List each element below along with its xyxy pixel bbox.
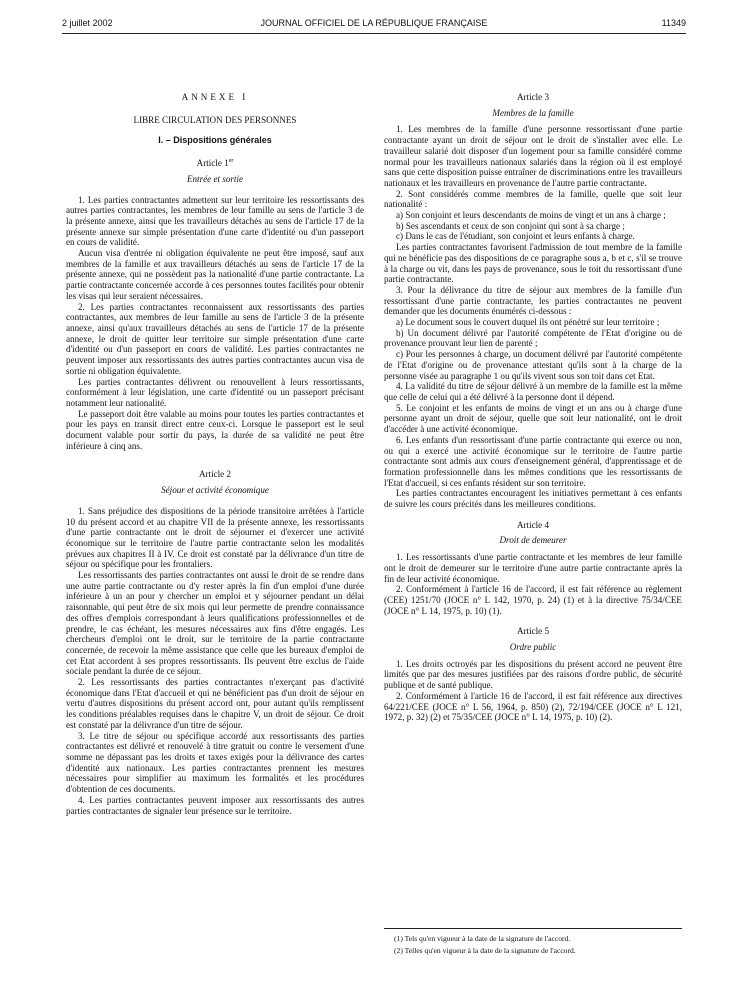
paragraph: 4. La validité du titre de séjour délivré à un membre de la famille est la même que celle de celui qui a été délivré à la personne dont il dépend. — [384, 381, 682, 402]
article-3-title: Article 3 — [516, 92, 550, 102]
paragraph: 2. Les ressortissants des parties contractantes n'exerçant pas d'activité économique dans l'Etat d'accueil et qui ne bénéficient pas d'un droit de séjour en vertu d'autres dispositions du présent accord ont, pour autant qu'ils remplissent les conditions préalables requises dans le chapitre V, un droit de séjour. Ce droit est constaté par la délivrance d'un titre de séjour. — [66, 677, 364, 730]
article-5-subtitle: Ordre public — [509, 642, 557, 653]
article-1-title: Article 1er — [196, 158, 234, 169]
paragraph: 1. Sans préjudice des dispositions de la période transitoire arrêtées à l'article 10 du présent accord et au chapitre VII de la présente annexe, les ressortissants d'une partie contractante ont le droit de séjourner et d'exercer une activité économique sur le territoire de l'autre partie contractante selon les modalités prévues aux chapitres II à IV. Ce droit est constaté par la délivrance d'un titre de séjour ou spécifique pour les frontaliers. — [66, 505, 364, 570]
paragraph: a) Le document sous le couvert duquel ils ont pénétré sur leur territoire ; — [396, 317, 660, 328]
footnote: (1) Tels qu'en vigueur à la date de la signature de l'accord. — [394, 934, 571, 943]
paragraph: a) Son conjoint et leurs descendants de moins de vingt et un ans à charge ; — [396, 210, 666, 221]
right-column — [384, 92, 682, 723]
paragraph: 3. Le titre de séjour ou spécifique accordé aux ressortissants des parties contractantes est délivré et renouvelé à titre gratuit ou contre le versement d'une somme ne dépassant pas les droits et taxes exigés pour la délivrance des cartes d'identité aux nationaux. Les parties contractantes prennent les mesures nécessaires pour simplifier au maximum les formalités et les procédures d'obtention de ces documents. — [66, 730, 364, 795]
header-rule — [62, 33, 686, 34]
article-3-subtitle: Membres de la famille — [492, 107, 574, 118]
page-header — [62, 18, 686, 32]
article-2-title: Article 2 — [198, 469, 232, 480]
paragraph: 6. Les enfants d'un ressortissant d'une partie contractante qui exerce ou non, ou qui a exercé une activité économique sur le territoire de l'autre partie contractante sont admis aux cours d'enseignement général, d'apprentissage et de formation professionnelle dans les mêmes conditions que les ressortissants de l'Etat d'accueil, si ces enfants résident sur son territoire. — [384, 434, 682, 488]
paragraph: Les ressortissants des parties contractantes ont aussi le droit de se rendre dans une autre partie contractante ou d'y rester après la fin d'un emploi d'une durée inférieure à un an pour y chercher un emploi et y séjourner pendant un délai raisonnable, qui peut être de six mois qui leur permette de prendre connaissance des offres d'emplois correspondant à leurs qualifications professionnelles et de prendre, le cas échéant, les mesures nécessaires aux fins d'être engagés. Les chercheurs d'emploi ont le droit, sur le territoire de la partie contractante concernée, de recevoir la même assistance que celle que les bureaux d'emploi de cet Etat accordent à ses propres ressortissants. Ils peuvent être exclus de l'aide sociale pendant la durée de ce séjour. — [66, 570, 364, 677]
paragraph: 1. Les ressortissants d'une partie contractante et les membres de leur famille ont le droit de demeurer sur le territoire d'une autre partie contractante après la fin de leur activité économique. — [384, 552, 682, 584]
article-5-title: Article 5 — [516, 626, 550, 637]
article-1-subtitle: Entrée et sortie — [186, 173, 244, 184]
left-column — [66, 92, 364, 816]
paragraph: 1. Les droits octroyés par les dispositions du présent accord ne peuvent être limités que par des mesures justifiées par des raisons d'ordre public, de sécurité publique et de santé publique. — [384, 658, 682, 691]
paragraph: Les parties contractantes favorisent l'admission de tout membre de la famille qui ne bénéficie pas des dispositions de ce paragraphe sous a, b et c, s'il se trouve à la charge ou vit, dans les pays de provenance, sous le toit du ressortissant d'une partie contractante. — [384, 242, 682, 285]
paragraph: Les parties contractantes encouragent les initiatives permettant à ces enfants de suivre les cours précités dans les meilleures conditions. — [384, 488, 682, 510]
paragraph: Les parties contractantes délivrent ou renouvellent à leurs ressortissants, conformément à leur législation, une carte d'identité ou un passeport précisant notamment leur nationalité. — [66, 376, 364, 408]
paragraph: c) Pour les personnes à charge, un document délivré par l'autorité compétente de l'Etat d'origine ou de provenance attestant qu'ils sont à la charge de la personne visée au paragraphe 1 ou qu'ils vivent sous son toit dans cet Etat. — [384, 349, 682, 381]
journal-title: JOURNAL OFFICIEL DE LA RÉPUBLIQUE FRANÇAISE — [260, 18, 488, 28]
paragraph: b) Un document délivré par l'autorité compétente de l'Etat d'origine ou de provenance prouvant leur lien de parenté ; — [384, 327, 682, 349]
article-2-subtitle: Séjour et activité économique — [161, 485, 269, 496]
footnote: (2) Telles qu'en vigueur à la date de la signature de l'accord. — [394, 946, 576, 955]
paragraph: 2. Conformément à l'article 16 de l'accord, il est fait référence aux directives 64/221/CEE (JOCE n° L 56, 1964, p. 850) (2), 72/194/CEE (JOCE n° L 121, 1972, p. 32) (2) et 75/35/CEE (JOCE n° L 14, 1975, p. 10) (2). — [384, 690, 682, 723]
paragraph: 4. Les parties contractantes peuvent imposer aux ressortissants des autres parties contractantes de signaler leur présence sur le territoire. — [66, 794, 364, 816]
header-date: 2 juillet 2002 — [62, 18, 113, 28]
paragraph: 1. Les membres de la famille d'une personne ressortissant d'une partie contractante ayant un droit de séjour ont le droit de s'installer avec elle. Le travailleur salarié doit disposer d'un logement pour sa famille considéré comme normal pour les travailleurs nationaux salariés dans la région où il est employé sans que cette disposition puisse entraîner de discriminations entre les travailleurs nationaux et les travailleurs en provenance de l'autre partie contractante. — [384, 124, 682, 188]
paragraph: 3. Pour la délivrance du titre de séjour aux membres de la famille d'un ressortissant d'une partie contractante, les parties contractantes ne peuvent demander que les documents énumérés ci-dessous : — [384, 284, 682, 317]
paragraph: 2. Les parties contractantes reconnaissent aux ressortissants des parties contractantes, aux membres de leur famille au sens de l'article 3 de la présente annexe, ainsi qu'aux travailleurs détachés au sens de l'article 17 de la présente annexe, le droit de quitter leur territoire sur simple présentation d'une carte d'identité ou d'un passeport en cours de validité. Les parties contractantes ne peuvent imposer aux ressortissants des autres parties contractantes aucun visa de sortie ni obligation équivalente. — [66, 301, 364, 376]
paragraph: 2. Sont considérés comme membres de la famille, quelle que soit leur nationalité : — [384, 188, 682, 210]
article-4-subtitle: Droit de demeurer — [499, 535, 567, 546]
article-4-title: Article 4 — [516, 519, 550, 530]
annex-subtitle: LIBRE CIRCULATION DES PERSONNES — [133, 114, 297, 125]
paragraph: 1. Les parties contractantes admettent sur leur territoire les ressortissants des autres parties contractantes, les membres de leur famille au sens de l'article 3 de la présente annexe, ainsi que les travailleurs détachés au sens de l'article 17 de la présente annexe sur simple présentation d'une carte d'identité ou d'un passeport en cours de validité. — [66, 194, 364, 248]
paragraph: Aucun visa d'entrée ni obligation équivalente ne peut être imposé, sauf aux membres de la famille et aux travailleurs détachés au sens de l'article 17 de la présente annexe, qui ne possèdent pas la nationalité d'une partie contractante. La partie contractante concernée accorde à ces personnes toutes facilités pour obtenir les visas qui leur seraient nécessaires. — [66, 248, 364, 301]
paragraph: 5. Le conjoint et les enfants de moins de vingt et un ans ou à charge d'une personne ayant un droit de séjour, quelle que soit leur nationalité, ont le droit d'accéder à une activité économique. — [384, 402, 682, 435]
footnotes — [384, 928, 682, 957]
annex-title: ANNEXE I — [181, 92, 249, 102]
section-title: I. – Dispositions générales — [158, 135, 272, 146]
page-number: 11349 — [661, 18, 686, 28]
paragraph: 2. Conformément à l'article 16 de l'accord, il est fait référence au règlement (CEE) 1251/70 (JOCE n° L 142, 1970, p. 24) (1) et à la directive 75/34/CEE (JOCE n° L 14, 1975, p. 10) (1). — [384, 584, 682, 616]
paragraph: c) Dans le cas de l'étudiant, son conjoint et leurs enfants à charge. — [396, 231, 635, 242]
paragraph: Le passeport doit être valable au moins pour toutes les parties contractantes et pour les pays en transit direct entre ceux-ci. Lorsque le passeport est le seul document valable pour sortir du pays, la durée de sa validité ne peut être inférieure à cinq ans. — [66, 408, 364, 451]
paragraph: b) Ses ascendants et ceux de son conjoint qui sont à sa charge ; — [396, 220, 625, 231]
